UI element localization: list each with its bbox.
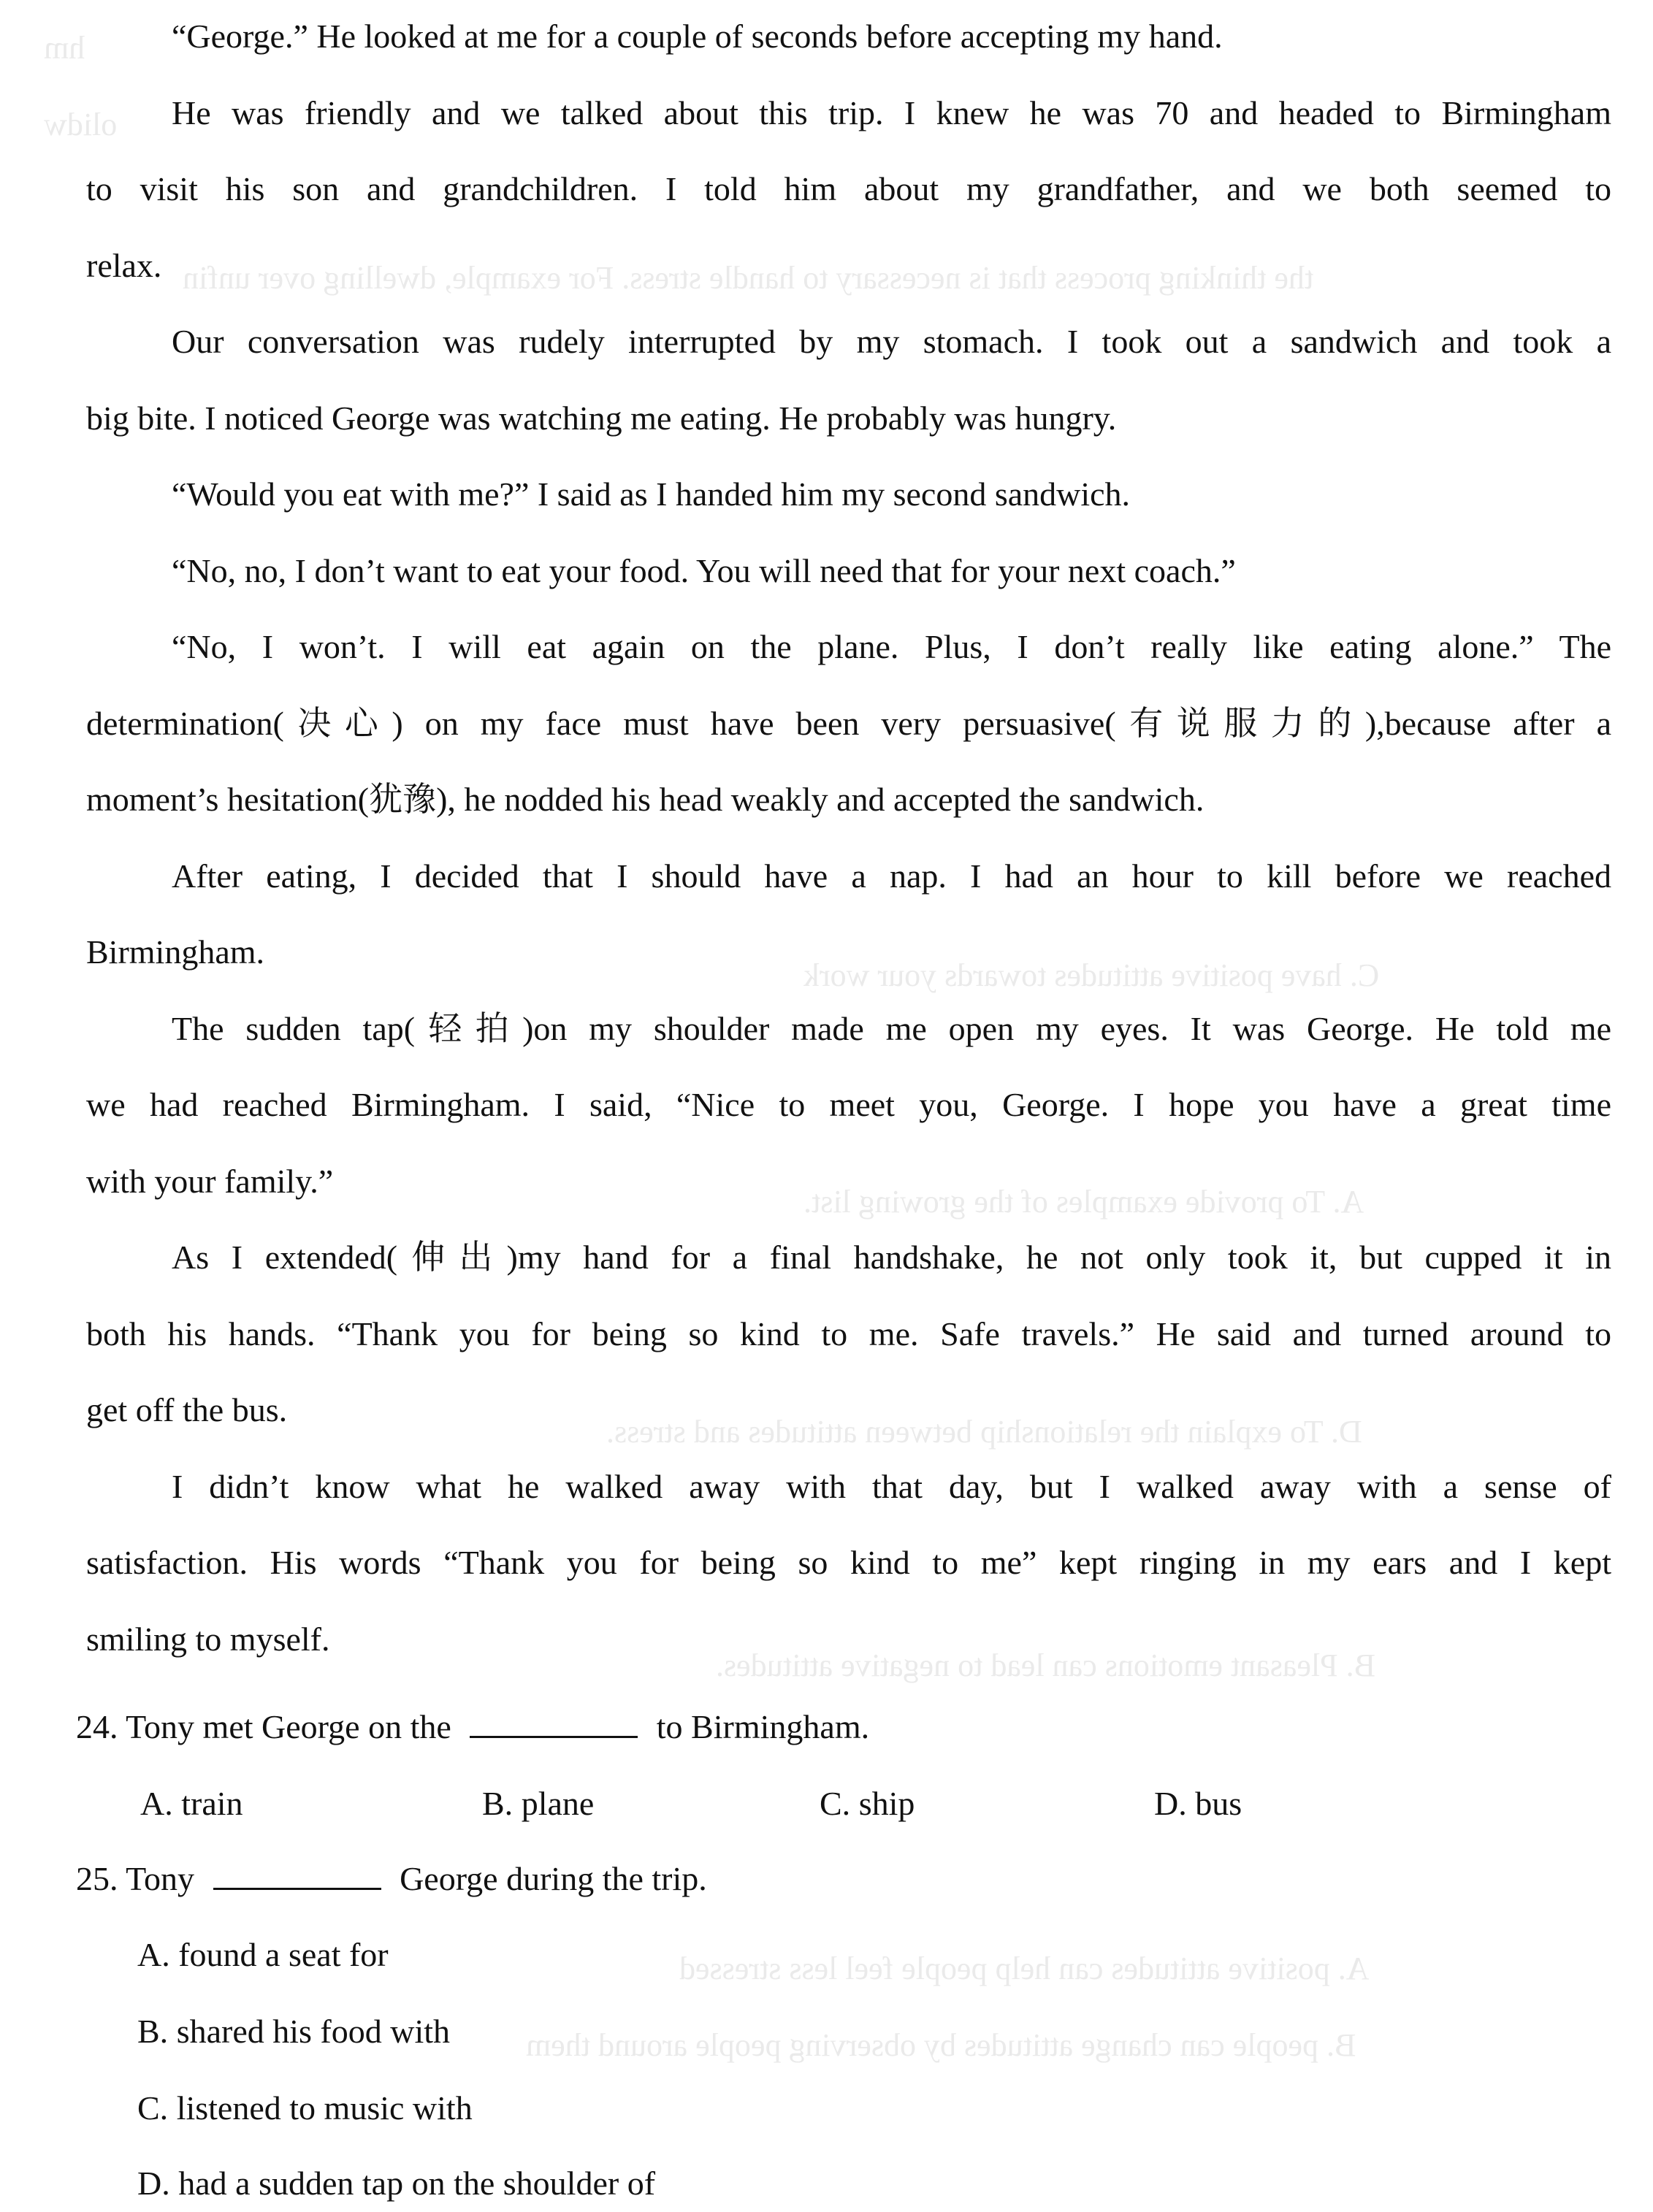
show-through-text: D. To explain the relationship between attitudes and stress.: [606, 1414, 1362, 1450]
passage-line: satisfaction. His words “Thank you for being so kind to me” kept ringing in my ears and I kept: [86, 1544, 1611, 1581]
option-a[interactable]: [140, 1782, 243, 1826]
show-through-text: hm: [44, 30, 85, 66]
answer-blank: [213, 1859, 381, 1890]
show-through-text: B. people can change attitudes by observing people around them: [526, 2027, 1356, 2063]
option-text: ship: [858, 1785, 915, 1822]
passage-line: The sudden tap(轻拍)on my shoulder made me open my eyes. It was George. He told me: [172, 1009, 1611, 1047]
option-letter: C.: [137, 2089, 169, 2127]
option-text: listened to music with: [176, 2089, 473, 2127]
option-b[interactable]: [482, 1782, 594, 1826]
option-text: plane: [521, 1785, 595, 1822]
passage-line: get off the bus.: [86, 1391, 288, 1428]
passage-line: both his hands. “Thank you for being so kind to me. Safe travels.” He said and turned around to: [86, 1314, 1611, 1352]
passage-line: with your family.”: [86, 1162, 334, 1200]
question-stem-before: Tony met George on the: [126, 1708, 451, 1745]
option-letter: D.: [1154, 1785, 1187, 1822]
passage-line: “No, no, I don’t want to eat your food. You will need that for your next coach.”: [172, 551, 1236, 589]
option-letter: A.: [137, 1936, 170, 1973]
passage-line: moment’s hesitation(犹豫), he nodded his head weakly and accepted the sandwich.: [86, 781, 1205, 818]
show-through-text: the thinking process that is necessary to handle stress. For example, dwelling over unfin: [183, 260, 1314, 296]
option-letter: D.: [137, 2165, 170, 2202]
passage-line: Birmingham.: [86, 933, 265, 971]
option-d[interactable]: [1154, 1782, 1242, 1826]
option-c[interactable]: [137, 2086, 473, 2130]
question-24: [76, 1705, 869, 1749]
option-letter: C.: [820, 1785, 851, 1822]
show-through-text: A. positive attitudes can help people feel less stressed: [679, 1951, 1370, 1986]
option-text: bus: [1195, 1785, 1242, 1822]
show-through-text: olidw: [44, 107, 118, 142]
passage-line: He was friendly and we talked about this trip. I knew he was 70 and headed to Birmingham: [172, 93, 1611, 131]
passage-line: “No, I won’t. I will eat again on the plane. Plus, I don’t really like eating alone.” The: [172, 628, 1611, 665]
option-d[interactable]: [137, 2162, 655, 2205]
question-25: [76, 1857, 707, 1901]
passage-line: determination(决心) on my face must have been very persuasive(有说服力的),because after a: [86, 704, 1611, 742]
show-through-text: A. To provide examples of the growing list.: [803, 1184, 1364, 1220]
option-letter: A.: [140, 1785, 173, 1822]
option-c[interactable]: [820, 1782, 915, 1826]
option-letter: B.: [137, 2013, 169, 2050]
question-number: 24.: [76, 1708, 118, 1745]
passage-line: “George.” He looked at me for a couple of seconds before accepting my hand.: [172, 18, 1223, 55]
passage-line: I didn’t know what he walked away with that day, but I walked away with a sense of: [172, 1467, 1611, 1505]
show-through-text: B. Pleasant emotions can lead to negative attitudes.: [716, 1647, 1375, 1683]
question-stem-after: George during the trip.: [400, 1860, 707, 1897]
passage-line: relax.: [86, 246, 162, 284]
passage-line: smiling to myself.: [86, 1620, 330, 1658]
option-letter: B.: [482, 1785, 514, 1822]
option-text: found a seat for: [178, 1936, 389, 1973]
option-text: shared his food with: [176, 2013, 451, 2050]
option-text: train: [181, 1785, 243, 1822]
passage-line: After eating, I decided that I should have a nap. I had an hour to kill before we reached: [172, 857, 1611, 895]
passage-line: Our conversation was rudely interrupted by my stomach. I took out a sandwich and took a: [172, 323, 1611, 360]
passage-line: we had reached Birmingham. I said, “Nice to meet you, George. I hope you have a great time: [86, 1086, 1611, 1123]
question-number: 25.: [76, 1860, 118, 1897]
passage-line: big bite. I noticed George was watching me eating. He probably was hungry.: [86, 399, 1117, 437]
passage-line: to visit his son and grandchildren. I told him about my grandfather, and we both seemed to: [86, 170, 1611, 207]
passage-line: As I extended(伸出)my hand for a final handshake, he not only took it, but cupped it in: [172, 1239, 1611, 1276]
passage-line: “Would you eat with me?” I said as I handed him my second sandwich.: [172, 475, 1131, 513]
option-b[interactable]: [137, 2010, 450, 2054]
question-stem-before: Tony: [126, 1860, 195, 1897]
show-through-text: C. have positive attitudes towards your work: [803, 957, 1380, 993]
option-text: had a sudden tap on the shoulder of: [178, 2165, 656, 2202]
question-stem-after: to Birmingham.: [656, 1708, 870, 1745]
answer-blank: [470, 1707, 638, 1738]
option-a[interactable]: [137, 1933, 389, 1977]
